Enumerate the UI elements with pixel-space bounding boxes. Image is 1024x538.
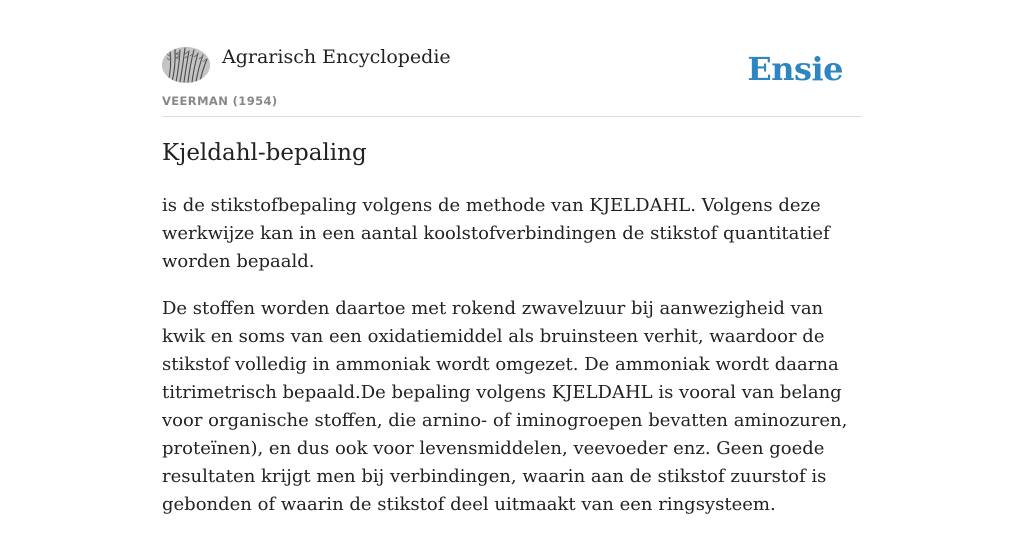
book-title-link[interactable]: Agrarisch Encyclopedie [222,46,451,68]
page [162,0,862,515]
entry-title: Kjeldahl-bepaling [162,140,367,166]
entry-body [162,192,867,538]
book-cover-image[interactable] [162,47,210,83]
entry-paragraph: De stoffen worden daartoe met rokend zwavelzuur bij aanwezigheid van kwik en soms van een oxidatiemiddel als bruinsteen verhit, waardoor de stikstof volledig in ammoniak wordt omgezet. De ammoniak wordt daarna titrimetrisch bepaald.De bepaling volgens KJELDAHL is vooral van belang voor organische stoffen, die arnino- of iminogroepen bevatten aminozuren, proteïnen), en dus ook voor levensmiddelen, veevoeder enz. Geen goede resultaten krijgt men bij verbindingen, waarin aan de stikstof zuurstof is gebonden of waarin de stikstof deel uitmaakt van een ringsysteem. [162,298,848,515]
ensie-logo[interactable]: Ensie [747,50,843,88]
book-author-year[interactable]: VEERMAN (1954) [162,94,278,108]
entry-paragraph: is de stikstofbepaling volgens de methode van KJELDAHL. Volgens deze werkwijze kan in een aantal koolstofverbindingen de stikstof quantitatief worden bepaald. [162,195,830,272]
header [162,0,862,117]
wheat-illustration-icon [162,47,210,83]
